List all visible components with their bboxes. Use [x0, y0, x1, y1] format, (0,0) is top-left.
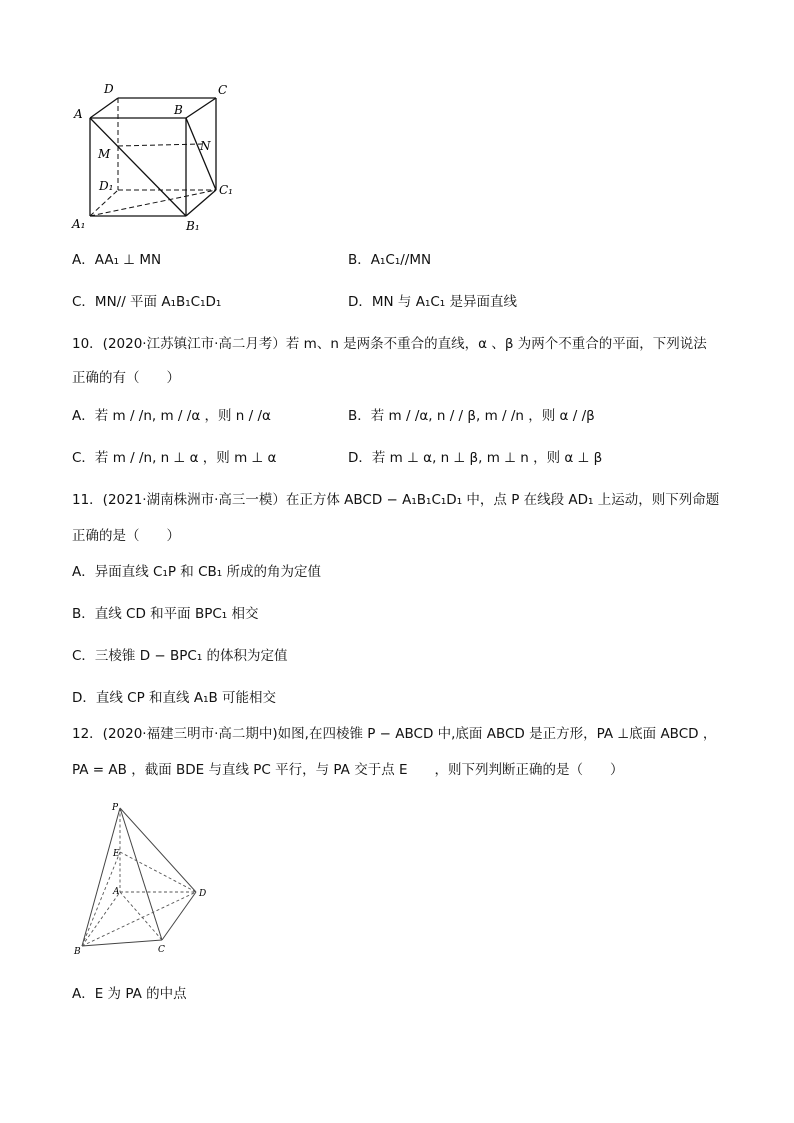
q12-label-D: D	[199, 889, 207, 899]
q12-pyramid-figure	[70, 800, 220, 960]
q12-label-E: E	[113, 849, 120, 859]
q9-option-a: A．AA₁ ⊥ MN	[72, 252, 162, 268]
q12-stem-line2: PA = AB ，截面 BDE 与直线 PC 平行，与 PA 交于点 E ，则下列判断正确的是（ ）	[72, 762, 624, 778]
q10-option-a: A．若 m / /n, m / /α ，则 n / /α	[72, 408, 271, 424]
q11-stem-line1: 11．(2021·湖南株洲市·高三一模）在正方体 ABCD − A₁B₁C₁D₁ 中，点 P 在线段 AD₁ 上运动，则下列命题	[72, 492, 720, 508]
q12-label-P: P	[112, 803, 119, 813]
q9-label-M: M	[98, 147, 111, 161]
q11-stem-line2: 正确的是（ ）	[72, 528, 180, 544]
q9-cube-figure	[66, 80, 246, 235]
q10-stem-line1: 10．(2020·江苏镇江市·高二月考）若 m、n 是两条不重合的直线，α 、β 为两个不重合的平面，下列说法	[72, 336, 707, 352]
q11-option-d: D．直线 CP 和直线 A₁B 可能相交	[72, 690, 277, 706]
q12-label-B: B	[74, 947, 81, 957]
q9-label-B1: B₁	[186, 219, 200, 233]
q9-option-c: C．MN// 平面 A₁B₁C₁D₁	[72, 294, 222, 310]
q11-option-b: B．直线 CD 和平面 BPC₁ 相交	[72, 606, 259, 622]
q9-label-N: N	[200, 139, 211, 153]
q12-stem-line1: 12．(2020·福建三明市·高二期中)如图,在四棱锥 P − ABCD 中,底面 ABCD 是正方形，PA ⊥底面 ABCD ，	[72, 726, 717, 742]
q11-option-c: C．三棱锥 D − BPC₁ 的体积为定值	[72, 648, 288, 664]
q12-label-A: A	[113, 887, 120, 897]
q9-label-C: C	[218, 83, 228, 97]
q12-label-C: C	[158, 945, 165, 955]
q10-option-b: B．若 m / /α, n / / β, m / /n ，则 α / /β	[348, 408, 595, 424]
q9-label-D: D	[104, 82, 114, 96]
q9-label-A1: A₁	[72, 217, 86, 231]
q10-option-c: C．若 m / /n, n ⊥ α ，则 m ⊥ α	[72, 450, 277, 466]
q11-option-a: A．异面直线 C₁P 和 CB₁ 所成的角为定值	[72, 564, 321, 580]
q9-label-C1: C₁	[219, 183, 233, 197]
q10-option-d: D．若 m ⊥ α, n ⊥ β, m ⊥ n ，则 α ⊥ β	[348, 450, 603, 466]
q9-option-d: D．MN 与 A₁C₁ 是异面直线	[348, 294, 518, 310]
q9-label-B: B	[174, 103, 183, 117]
q10-stem-line2: 正确的有（ ）	[72, 370, 180, 386]
q9-label-A: A	[74, 107, 83, 121]
q12-option-a: A．E 为 PA 的中点	[72, 986, 187, 1002]
q9-option-b: B．A₁C₁//MN	[348, 252, 432, 268]
q9-label-D1: D₁	[99, 179, 114, 193]
